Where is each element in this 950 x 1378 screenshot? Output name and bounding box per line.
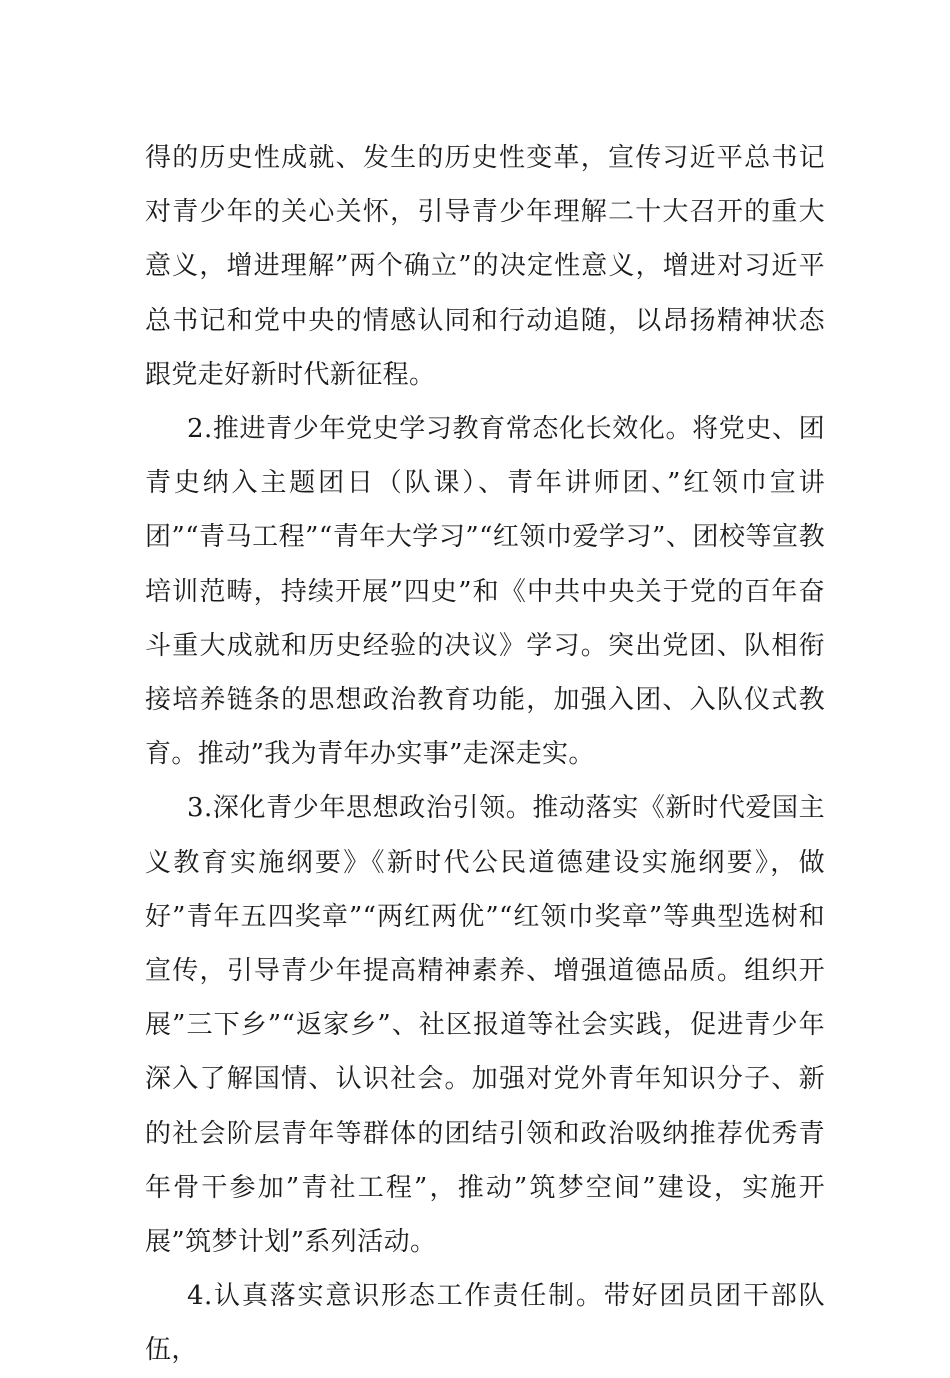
paragraph-continuation: 得的历史性成就、发生的历史性变革，宣传习近平总书记对青少年的关心关怀，引导青少年理解二十大召开的重大意义，增进理解”两个确立”的决定性意义，增进对习近平总书记和党中央的情感认同和行动追随，以昂扬精神状态跟党走好新时代新征程。: [145, 143, 825, 390]
paragraph-item-4: 4.认真落实意识形态工作责任制。带好团员团干部队伍，: [145, 1281, 825, 1366]
paragraph-item-2: 2.推进青少年党史学习教育常态化长效化。将党史、团青史纳入主题团日（队课）、青年讲师团、”红领巾宣讲团”“青马工程”“青年大学习”“红领巾爱学习”、团校等宣教培训范畴，持续开展”四史”和《中共中央关于党的百年奋斗重大成就和历史经验的决议》学习。突出党团、队相衔接培养链条的思想政治教育功能，加强入团、入队仪式教育。推动”我为青年办实事”走深走实。: [145, 414, 825, 770]
document-body: [145, 131, 825, 1378]
paragraph-item-3: 3.深化青少年思想政治引领。推动落实《新时代爱国主义教育实施纲要》《新时代公民道德建设实施纲要》，做好”青年五四奖章”“两红两优”“红领巾奖章”等典型选树和宣传，引导青少年提高精神素养、增强道德品质。组织开展”三下乡”“返家乡”、社区报道等社会实践，促进青少年深入了解国情、认识社会。加强对党外青年知识分子、新的社会阶层青年等群体的团结引领和政治吸纳推荐优秀青年骨干参加”青社工程”，推动”筑梦空间”建设，实施开展”筑梦计划”系列活动。: [145, 793, 825, 1258]
